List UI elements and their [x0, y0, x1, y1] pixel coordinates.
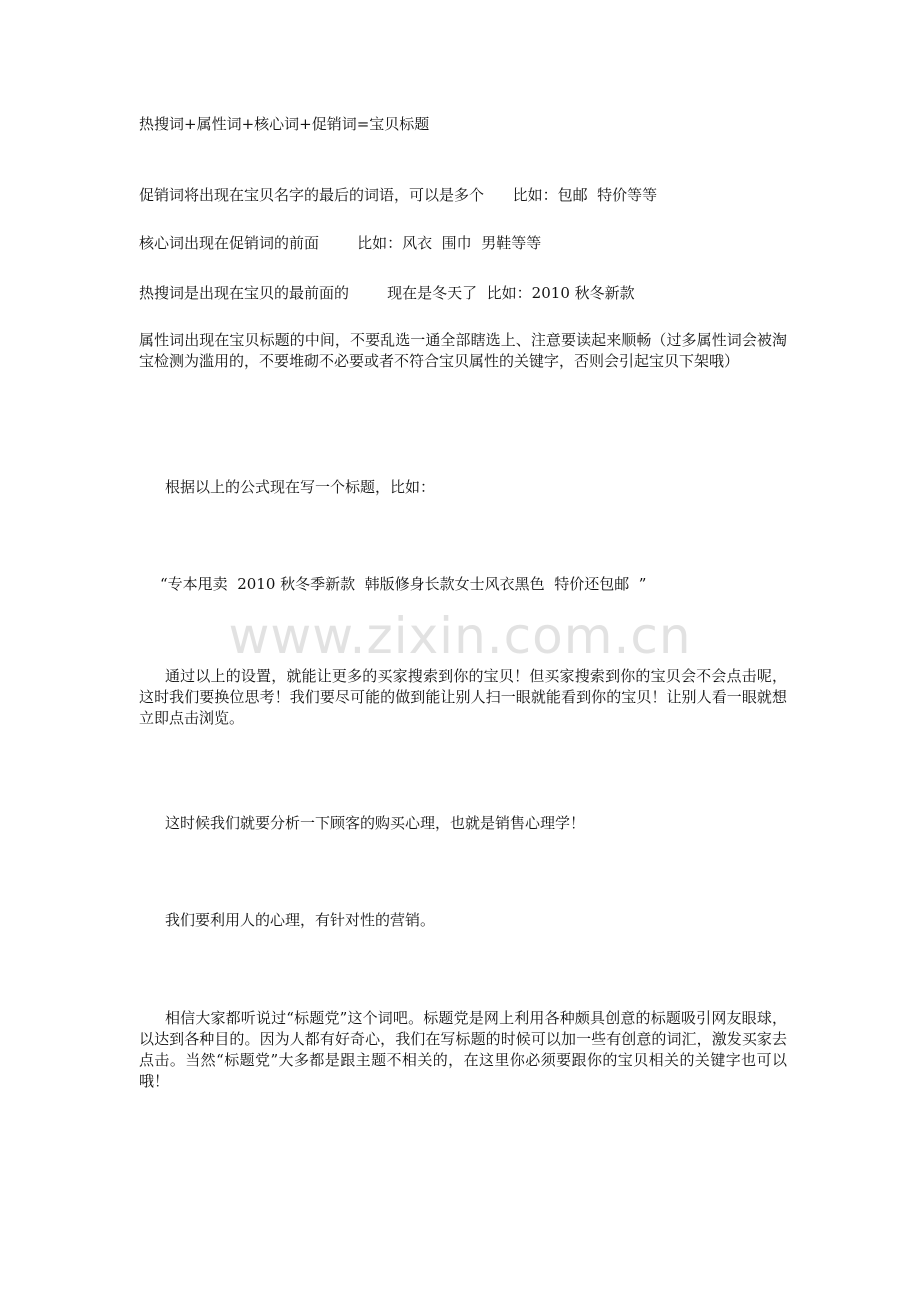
example-title: “专本甩卖 2010 秋冬季新款 韩版修身长款女士风衣黑色 特价还包邮 ” [160, 575, 647, 593]
marketing-paragraph: 我们要利用人的心理，有针对性的营销。 [165, 911, 436, 929]
headline-party-paragraph: 相信大家都听说过“标题党”这个词吧。标题党是网上利用各种颇具创意的标题吸引网友眼球，以达到各种目的。因为人都有好奇心，我们在写标题的时候可以加一些有创意的词汇，激发买家去点击。当然“标题党”大多都是跟主题不相关的，在这里你必须要跟你的宝贝相关的关键字也可以哦！ [139, 1009, 787, 1090]
analysis-paragraph: 这时候我们就要分析一下顾客的购买心理，也就是销售心理学！ [165, 814, 586, 832]
watermark-text: www.zixin.com.cn [228, 607, 692, 665]
promo-word-definition: 促销词将出现在宝贝名字的最后的词语，可以是多个 比如：包邮 特价等等 [139, 186, 658, 204]
formula-line: 热搜词+属性词+核心词+促销词=宝贝标题 [139, 115, 430, 133]
attribute-word-definition: 属性词出现在宝贝标题的中间，不要乱选一通全部瞎选上、注意要读起来顺畅（过多属性词会被淘宝检测为滥用的，不要堆砌不必要或者不符合宝贝属性的关键字，否则会引起宝贝下架哦） [139, 331, 787, 370]
setup-paragraph: 通过以上的设置，就能让更多的买家搜索到你的宝贝！但买家搜索到你的宝贝会不会点击呢，这时我们要换位思考！我们要尽可能的做到能让别人扫一眼就能看到你的宝贝！让别人看一眼就想立即点击浏览。 [139, 667, 787, 727]
core-word-definition: 核心词出现在促销词的前面 比如：风衣 围巾 男鞋等等 [139, 234, 542, 252]
example-intro: 根据以上的公式现在写一个标题，比如： [165, 478, 436, 496]
hot-word-definition: 热搜词是出现在宝贝的最前面的 现在是冬天了 比如：2010 秋冬新款 [139, 284, 635, 302]
